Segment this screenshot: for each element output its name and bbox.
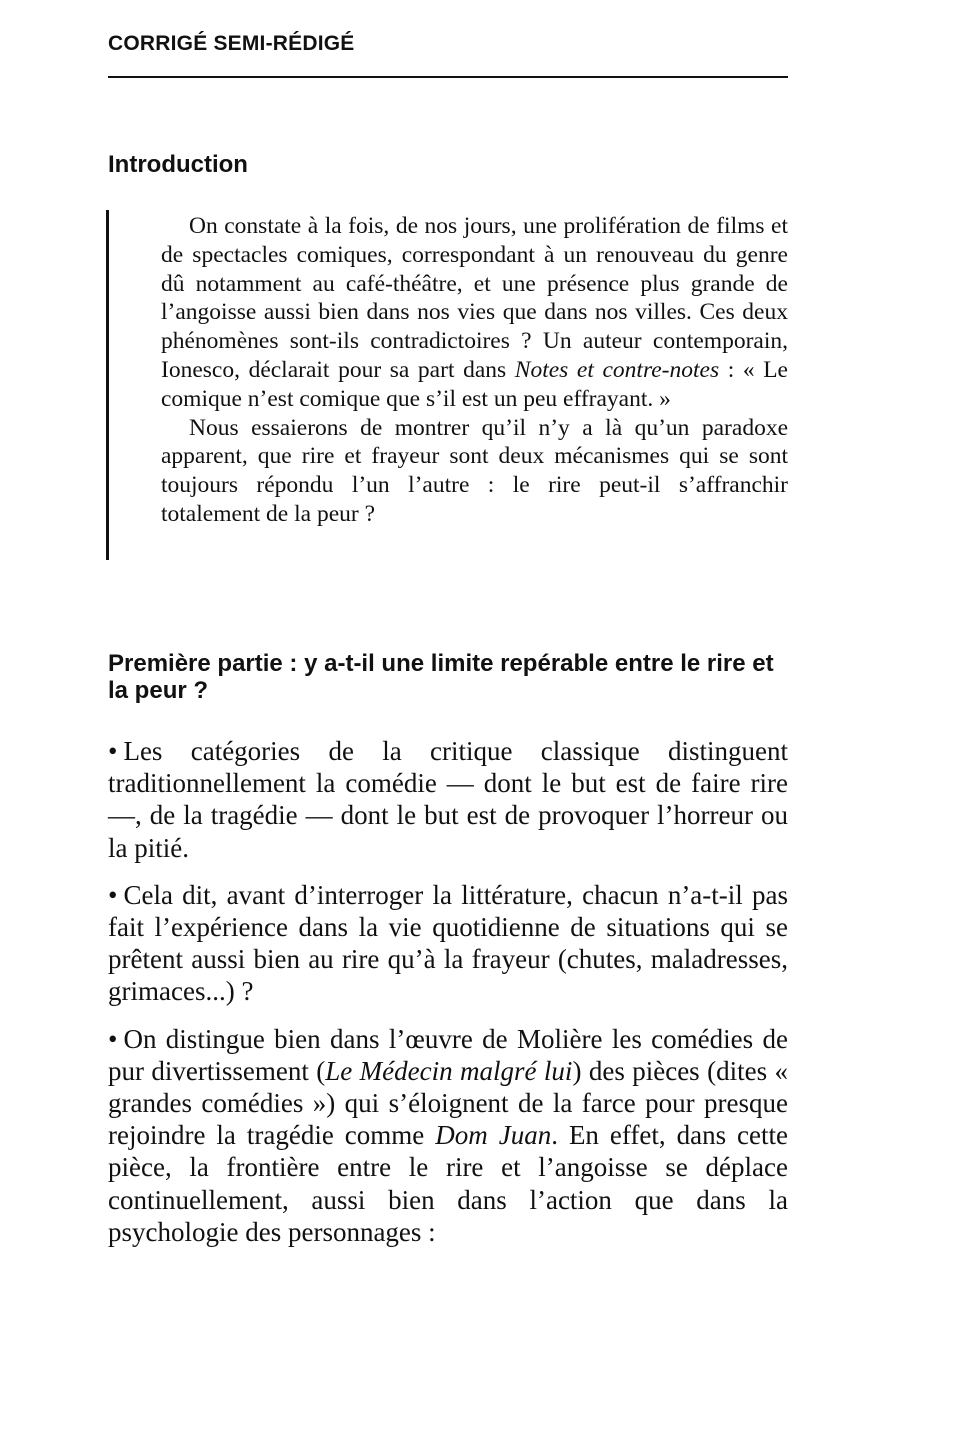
work-title-medecin-malgre-lui: Le Médecin malgré lui <box>325 1055 573 1086</box>
bullet-icon: • <box>108 879 118 910</box>
bullet-point-3-text-b: ) des pièces (dites « grandes comédies ») qui s’éloignent de la farce pour presque rejoindre la tragédie comme <box>108 1055 788 1151</box>
intro-p1-text-b: : « Le comique n’est comique que s’il est un peu effrayant. » <box>161 356 788 412</box>
introduction-margin-bar <box>106 210 109 560</box>
bullet-point-3 <box>108 1023 788 1248</box>
bullet-point-3-text-c: . En effet, dans cette pièce, la frontière entre le rire et l’angoisse se déplace continuellement, aussi bien dans l’action que dans la psychologie des personnages : <box>108 1120 789 1247</box>
part1-body <box>108 735 788 1263</box>
work-title-notes-et-contre-notes: Notes et contre-notes <box>514 356 720 383</box>
work-title-dom-juan: Dom Juan <box>435 1120 552 1151</box>
introduction-paragraph-1 <box>161 212 788 414</box>
bullet-point-2 <box>108 879 788 1008</box>
bullet-icon: • <box>108 736 118 766</box>
introduction-paragraph-2: Nous essaierons de montrer qu’il n’y a là qu’un paradoxe apparent, que rire et frayeur sont deux mécanismes qui se sont toujours répondu l’un l’autre : le rire peut-il s’affranchir totalement de la peur ? <box>161 414 788 527</box>
bullet-point-3-text-a: On distingue bien dans l’œuvre de Molière les comédies de pur divertissement ( <box>108 1023 788 1086</box>
introduction-heading: Introduction <box>108 151 248 178</box>
part1-heading: Première partie : y a-t-il une limite repérable entre le rire et la peur ? <box>108 650 774 704</box>
bullet-point-2-text: Cela dit, avant d’interroger la littérature, chacun n’a-t-il pas fait l’expérience dans la vie quotidienne de situations qui se prêtent aussi bien au rire qu’à la frayeur (chutes, maladresses, grimaces...) ? <box>108 879 788 1007</box>
header-divider <box>108 76 788 78</box>
bullet-point-1 <box>108 735 788 864</box>
introduction-text <box>161 212 788 529</box>
bullet-icon: • <box>108 1023 118 1054</box>
page-header-title: CORRIGÉ SEMI-RÉDIGÉ <box>108 32 355 55</box>
intro-p1-text-a: On constate à la fois, de nos jours, une prolifération de films et de spectacles comiques, correspondant à un renouveau du genre dû notamment au café-théâtre, et une présence plus grande de l’angoisse aussi bien dans nos vies que dans nos villes. Ces deux phénomènes sont-ils contradictoires ? Un auteur contemporain, Ionesco, déclarait pour sa part dans <box>161 213 788 383</box>
bullet-point-1-text: Les catégories de la critique classique distinguent traditionnellement la comédie — dont le but est de faire rire —, de la tragédie — dont le but est de provoquer l’horreur ou la pitié. <box>108 736 788 863</box>
